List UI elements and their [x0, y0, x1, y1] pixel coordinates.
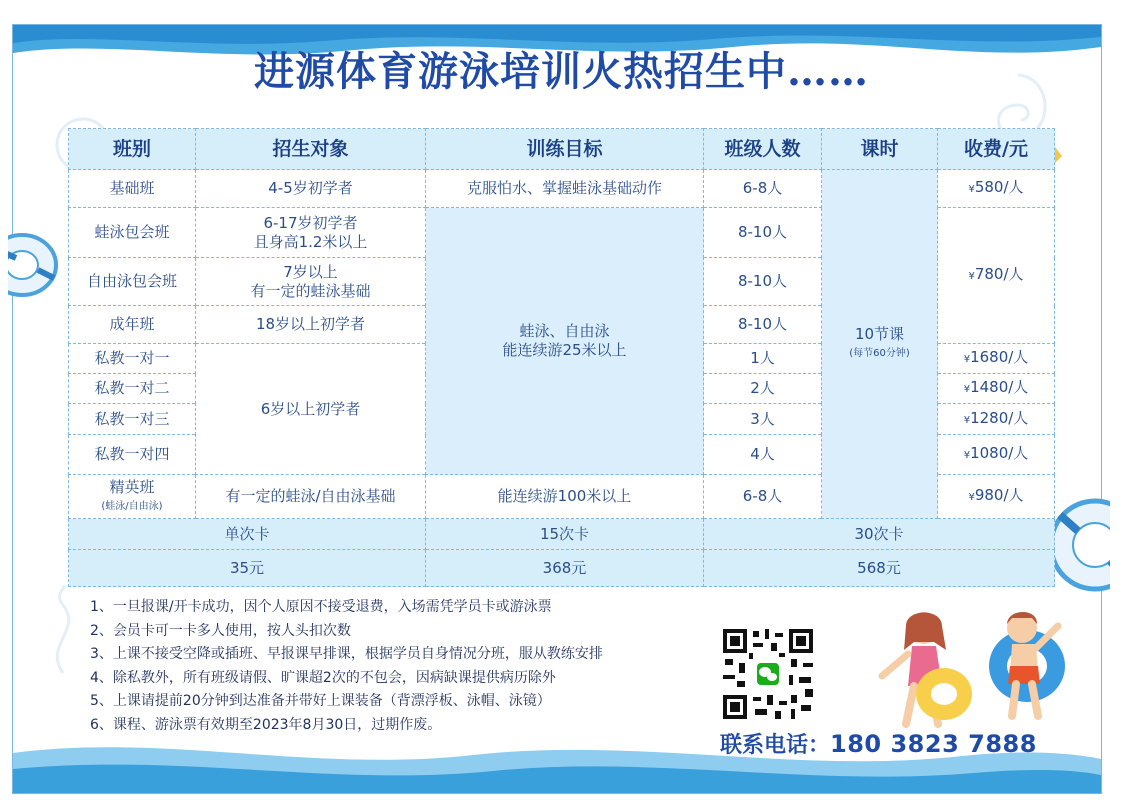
- card-price: 568元: [704, 550, 1055, 587]
- price-value: 580/人: [974, 178, 1024, 196]
- header-class: 班别: [69, 129, 196, 170]
- target-cell: [196, 208, 426, 258]
- card-label: 15次卡: [426, 519, 704, 550]
- girl-swimmer-illustration: [872, 606, 982, 731]
- class-name: 自由泳包会班: [69, 258, 196, 306]
- price-cell-package: [938, 208, 1055, 344]
- size-cell: 1人: [704, 344, 822, 374]
- goal-line: 蛙泳、自由泳: [519, 322, 610, 340]
- fee-table-container: [68, 128, 1054, 590]
- rules-list: [90, 596, 730, 737]
- card-label-row: [69, 519, 1055, 550]
- price-value: 1080/人: [970, 444, 1029, 462]
- price-cell: [938, 435, 1055, 475]
- header-target: 招生对象: [196, 129, 426, 170]
- header-goal: 训练目标: [426, 129, 704, 170]
- card-label: 30次卡: [704, 519, 1055, 550]
- size-cell: 8-10人: [704, 208, 822, 258]
- swim-ring-left-icon: [8, 230, 64, 300]
- header-price: 收费/元: [938, 129, 1055, 170]
- hours-main: 10节课: [854, 325, 905, 343]
- phone-number: 180 3823 7888: [830, 730, 1037, 758]
- table-row: [69, 170, 1055, 208]
- currency-symbol: ¥: [963, 384, 971, 395]
- seaweed-doodle-icon: [33, 585, 93, 675]
- rule-item: 5、上课请提前20分钟到达准备并带好上课装备（背漂浮板、泳帽、泳镜）: [90, 693, 551, 709]
- header-size: 班级人数: [704, 129, 822, 170]
- target-cell: 18岁以上初学者: [196, 306, 426, 344]
- size-cell: 2人: [704, 374, 822, 404]
- target-cell: 4-5岁初学者: [196, 170, 426, 208]
- class-name: 私教一对二: [69, 374, 196, 404]
- boy-swimmer-illustration: [982, 604, 1072, 724]
- price-value: 1480/人: [970, 378, 1029, 396]
- class-sub: (蛙泳/自由泳): [101, 500, 163, 512]
- class-line: 精英班: [109, 477, 155, 496]
- price-value: 980/人: [974, 486, 1024, 504]
- table-header-row: [69, 129, 1055, 170]
- hours-sub: (每节60分钟): [849, 348, 910, 359]
- rule-item: 3、上课不接受空降或插班、早报课早排课，根据学员自身情况分班，服从教练安排: [90, 646, 603, 662]
- target-cell: [196, 258, 426, 306]
- price-cell: [938, 404, 1055, 435]
- class-name: 蛙泳包会班: [69, 208, 196, 258]
- card-label: 单次卡: [69, 519, 426, 550]
- price-cell: [938, 170, 1055, 208]
- wechat-qr-code: [719, 625, 817, 723]
- size-cell: 6-8人: [704, 170, 822, 208]
- shared-goal-cell: [426, 208, 704, 475]
- target-line: 6-17岁初学者: [263, 213, 358, 232]
- size-cell: 8-10人: [704, 306, 822, 344]
- rule-item: 4、除私教外，所有班级请假、旷课超2次的不包会，因病缺课提供病历除外: [90, 669, 556, 686]
- shared-target-private: 6岁以上初学者: [196, 344, 426, 475]
- poster-title: 进源体育游泳培训火热招生中……: [254, 48, 869, 95]
- price-value: 1680/人: [970, 348, 1029, 366]
- price-value: 1280/人: [970, 408, 1029, 427]
- class-name: 私教一对一: [69, 344, 196, 374]
- price-value: 780/人: [974, 265, 1024, 283]
- size-cell: 8-10人: [704, 258, 822, 306]
- contact-phone: [720, 728, 1037, 759]
- size-cell: 4人: [704, 435, 822, 475]
- currency-symbol: ¥: [968, 184, 975, 195]
- currency-symbol: ¥: [963, 414, 971, 426]
- price-cell: [938, 475, 1055, 519]
- target-line: 7岁以上: [283, 262, 338, 281]
- rule-item: 6、课程、游泳票有效期至2023年8月30日，过期作废。: [90, 716, 442, 733]
- price-cell: [938, 344, 1055, 374]
- card-price: 368元: [426, 550, 704, 587]
- rule-item: 1、一旦报课/开卡成功，因个人原因不接受退费，入场需凭学员卡或游泳票: [90, 599, 552, 615]
- card-price: 35元: [69, 550, 426, 587]
- target-line: 且身高1.2米以上: [253, 232, 368, 251]
- card-price-row: [69, 550, 1055, 587]
- class-name: 基础班: [69, 170, 196, 208]
- size-cell: 3人: [704, 404, 822, 435]
- currency-symbol: ¥: [968, 271, 975, 282]
- goal-cell: 能连续游100米以上: [426, 475, 704, 519]
- currency-symbol: ¥: [963, 450, 971, 461]
- target-line: 有一定的蛙泳基础: [250, 281, 371, 300]
- hours-cell: [822, 170, 938, 519]
- price-cell: [938, 374, 1055, 404]
- class-name: 私教一对三: [69, 404, 196, 435]
- currency-symbol: ¥: [968, 492, 975, 503]
- goal-line: 能连续游25米以上: [502, 341, 627, 359]
- contact-label: 联系电话：: [720, 733, 831, 758]
- target-cell: 有一定的蛙泳/自由泳基础: [196, 475, 426, 519]
- currency-symbol: ¥: [963, 354, 971, 365]
- goal-cell: 克服怕水、掌握蛙泳基础动作: [426, 170, 704, 208]
- class-name: 成年班: [69, 306, 196, 344]
- header-hours: 课时: [822, 129, 938, 170]
- class-name: [69, 475, 196, 519]
- class-name: 私教一对四: [69, 435, 196, 475]
- fee-table: [68, 128, 1055, 587]
- size-cell: 6-8人: [704, 475, 822, 519]
- rule-item: 2、会员卡可一卡多人使用，按人头扣次数: [90, 622, 351, 639]
